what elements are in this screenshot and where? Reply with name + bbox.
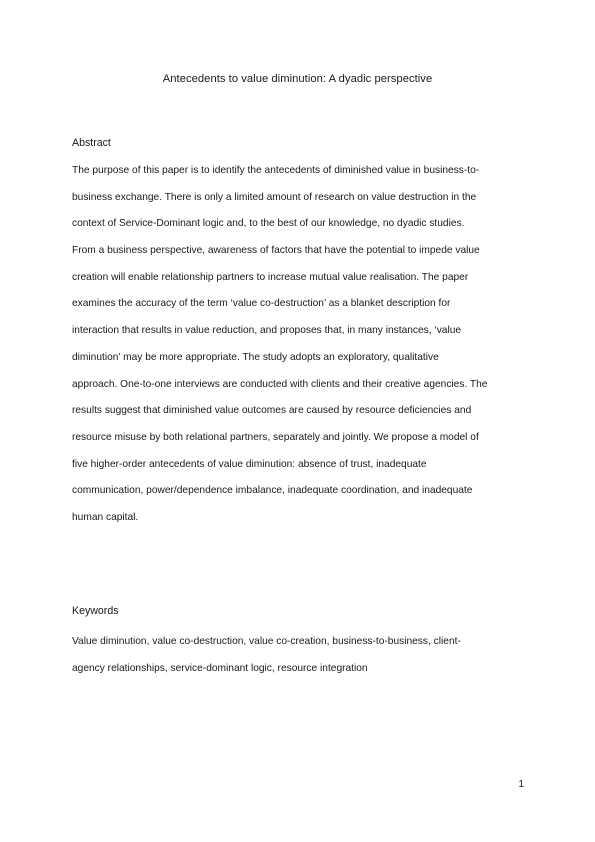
abstract-line: business exchange. There is only a limited amount of research on value destruction in the — [72, 191, 477, 203]
keywords-heading: Keywords — [72, 605, 119, 617]
abstract-line: interaction that results in value reduction, and proposes that, in many instances, ‘value — [72, 325, 462, 337]
abstract-line: context of Service-Dominant logic and, to the best of our knowledge, no dyadic studies. — [72, 218, 465, 230]
abstract-line: creation will enable relationship partners to increase mutual value realisation. The paper — [72, 271, 469, 283]
paper-title: Antecedents to value diminution: A dyadic perspective — [162, 73, 433, 85]
abstract-body — [72, 164, 527, 538]
page-number: 1 — [518, 779, 524, 790]
abstract-line: communication, power/dependence imbalance, inadequate coordination, and inadequate — [72, 485, 473, 497]
abstract-line: The purpose of this paper is to identify the antecedents of diminished value in business-to- — [72, 165, 480, 176]
keywords-line: Value diminution, value co-destruction, value co-creation, business-to-business, client- — [72, 636, 461, 647]
abstract-line: examines the accuracy of the term ‘value co-destruction’ as a blanket description for — [72, 298, 451, 310]
abstract-line: approach. One-to-one interviews are conducted with clients and their creative agencies. The — [72, 378, 488, 390]
abstract-heading: Abstract — [72, 137, 111, 149]
abstract-line: results suggest that diminished value outcomes are caused by resource deficiencies and — [72, 405, 472, 417]
abstract-line: five higher-order antecedents of value diminution: absence of trust, inadequate — [72, 458, 427, 470]
keywords-body — [72, 635, 527, 688]
abstract-line: From a business perspective, awareness of factors that have the potential to impede value — [72, 245, 480, 257]
abstract-line: human capital. — [72, 511, 139, 523]
abstract-line: resource misuse by both relational partners, separately and jointly. We propose a model of — [72, 431, 479, 443]
abstract-line: diminution’ may be more appropriate. The study adopts an exploratory, qualitative — [72, 351, 439, 363]
keywords-line: agency relationships, service-dominant logic, resource integration — [72, 662, 368, 674]
